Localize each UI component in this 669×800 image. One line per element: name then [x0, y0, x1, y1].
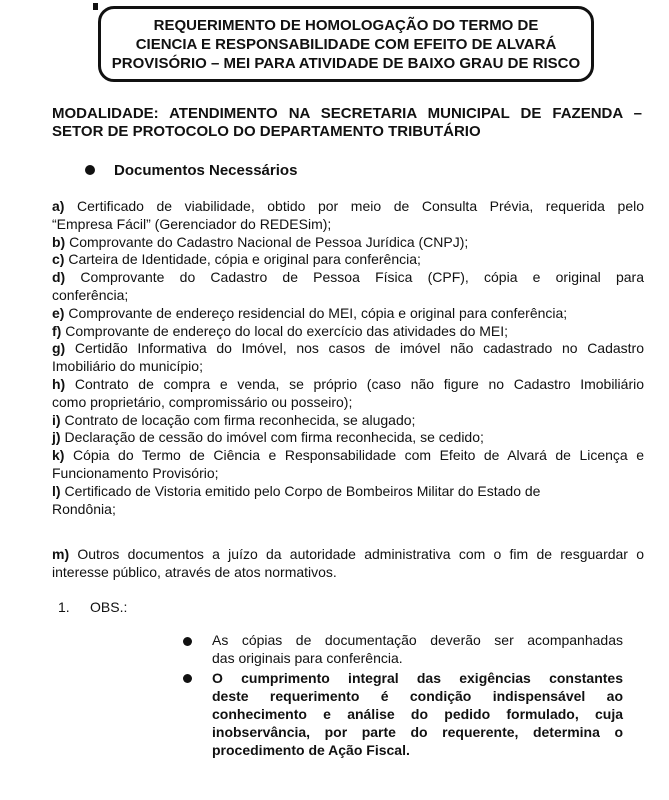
obs-notes — [183, 632, 623, 761]
item-key: i) — [52, 411, 61, 428]
item-text: Comprovante de endereço do local do exercício das atividades do MEI; — [65, 322, 509, 339]
list-item — [52, 269, 644, 305]
list-item — [52, 234, 644, 252]
bullet-icon — [183, 674, 192, 683]
list-item — [52, 376, 644, 412]
item-key: d) — [52, 269, 66, 286]
item-key: g) — [52, 340, 66, 357]
list-item — [52, 412, 644, 430]
modalidade-heading — [52, 105, 642, 141]
list-item — [52, 198, 644, 234]
note-line: conhecimento e análise do pedido formulado, cuja — [212, 706, 623, 722]
note-item — [183, 632, 623, 667]
title-line: PROVISÓRIO – MEI PARA ATIVIDADE DE BAIXO GRAU DE RISCO — [111, 54, 581, 72]
item-text: conferência; — [52, 286, 129, 303]
list-item — [52, 323, 644, 341]
item-key: h) — [52, 375, 66, 392]
item-key: m) — [52, 546, 70, 562]
document-list — [52, 198, 644, 518]
item-key: e) — [52, 304, 65, 321]
note-line: das originais para conferência. — [212, 649, 403, 666]
item-text: Comprovante de endereço residencial do MEI, cópia e original para conferência; — [68, 304, 568, 321]
title-line: REQUERIMENTO DE HOMOLOGAÇÃO DO TERMO DE — [153, 16, 539, 34]
item-key: f) — [52, 322, 62, 339]
item-text: Comprovante do Cadastro de Pessoa Física (CPF), cópia e original para — [80, 269, 644, 286]
item-key: k) — [52, 447, 65, 464]
modalidade-line: MODALIDADE: ATENDIMENTO NA SECRETARIA MUNICIPAL DE FAZENDA – — [52, 105, 642, 122]
item-key: j) — [52, 429, 61, 446]
item-key: c) — [52, 251, 65, 268]
title-line: CIENCIA E RESPONSABILIDADE COM EFEITO DE ALVARÁ — [135, 35, 557, 53]
list-item — [52, 305, 644, 323]
note-text — [212, 669, 623, 759]
note-line: O cumprimento integral das exigências constantes — [212, 670, 623, 686]
list-item — [52, 340, 644, 376]
item-text: Comprovante do Cadastro Nacional de Pessoa Jurídica (CNPJ); — [69, 233, 469, 250]
item-key: b) — [52, 233, 66, 250]
item-key: l) — [52, 482, 61, 499]
item-text: Carteira de Identidade, cópia e original para conferência; — [68, 251, 421, 268]
item-text: Cópia do Termo de Ciência e Responsabilidade com Efeito de Alvará de Licença e — [72, 447, 645, 464]
list-item-m — [52, 545, 644, 581]
note-line: As cópias de documentação deverão ser acompanhadas — [212, 632, 623, 648]
item-text: interesse público, através de atos normativos. — [52, 564, 337, 580]
list-item — [52, 447, 644, 483]
item-text: Contrato de compra e venda, se próprio (caso não figure no Cadastro Imobiliário — [74, 375, 645, 392]
item-text: como proprietário, compromissário ou posseiro); — [52, 393, 353, 410]
note-text — [212, 632, 623, 667]
title-box — [98, 6, 594, 82]
list-item — [52, 429, 644, 447]
item-text: Declaração de cessão do imóvel com firma reconhecida, se cedido; — [64, 429, 484, 446]
item-text: Outros documentos a juízo da autoridade administrativa com o fim de resguardar o — [77, 546, 644, 562]
modalidade-line: SETOR DE PROTOCOLO DO DEPARTAMENTO TRIBUTÁRIO — [52, 123, 481, 140]
bullet-icon — [183, 637, 192, 646]
item-text: Certificado de viabilidade, obtido por meio de Consulta Prévia, requerida pelo — [77, 198, 644, 214]
obs-heading — [58, 598, 127, 616]
obs-label: OBS.: — [90, 599, 128, 615]
section-heading-label: Documentos Necessários — [114, 161, 298, 179]
note-item — [183, 669, 623, 759]
section-heading — [85, 160, 297, 180]
list-item — [52, 483, 644, 519]
item-text: Certificado de Vistoria emitido pelo Corpo de Bombeiros Militar do Estado de — [64, 482, 541, 499]
item-key: a) — [52, 198, 65, 214]
note-line: procedimento de Ação Fiscal. — [212, 742, 410, 758]
corner-mark — [93, 3, 98, 10]
obs-number: 1. — [58, 599, 70, 615]
item-text: Funcionamento Provisório; — [52, 464, 219, 481]
item-text: “Empresa Fácil” (Gerenciador do REDESim); — [52, 215, 332, 232]
list-item — [52, 251, 644, 269]
item-text: Rondônia; — [52, 500, 116, 517]
item-text: Imobiliário do município; — [52, 358, 203, 375]
item-text: Contrato de locação com firma reconhecida, se alugado; — [64, 411, 416, 428]
item-text: Certidão Informativa do Imóvel, nos casos de imóvel não cadastrado no Cadastro — [74, 340, 645, 357]
bullet-icon — [85, 165, 95, 175]
note-line: deste requerimento é condição indispensável ao — [212, 688, 623, 704]
note-line: inobservância, por parte do requerente, determina o — [212, 724, 623, 740]
